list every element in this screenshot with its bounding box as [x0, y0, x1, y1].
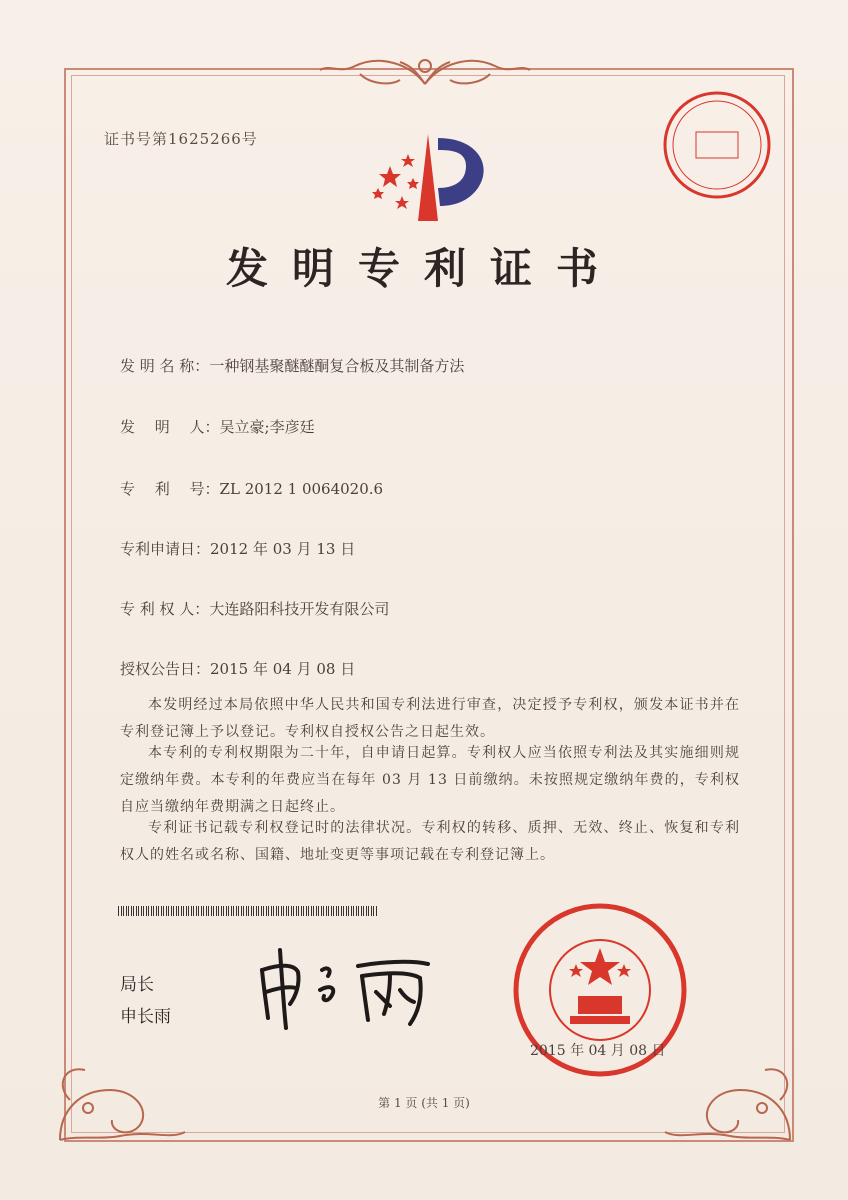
inventor-value: 吴立豪;李彦廷 [219, 418, 315, 436]
grant-date-row [120, 658, 355, 679]
certificate-number: 证书号第1625266号 [104, 130, 258, 148]
patent-number-row [120, 478, 383, 499]
director-signature-icon [250, 940, 440, 1030]
invention-name-row [120, 355, 464, 376]
patentee-label: 专 利 权 人： [120, 600, 210, 618]
patent-office-logo-icon [368, 126, 498, 226]
body-paragraph-3: 专利证书记载专利权登记时的法律状况。专利权的转移、质押、无效、终止、恢复和专利权人的姓名或名称、国籍、地址变更等事项记载在专利登记簿上。 [120, 820, 740, 863]
invention-name-value: 一种钢基聚醚醚酮复合板及其制备方法 [209, 357, 465, 375]
page-footer: 第 1 页 (共 1 页) [378, 1096, 470, 1110]
certificate-title: 发明专利证书 [225, 244, 622, 293]
inventor-label: 发 明 人： [120, 418, 220, 436]
patentee-value: 大连路阳科技开发有限公司 [209, 600, 390, 618]
tax-seal-icon [660, 88, 774, 202]
filing-date-label: 专利申请日： [120, 540, 211, 558]
director-title: 局长 [120, 975, 154, 995]
barcode [118, 906, 378, 916]
invention-name-label: 发 明 名 称： [120, 357, 210, 375]
body-paragraph-1: 本发明经过本局依照中华人民共和国专利法进行审查，决定授予专利权，颁发本证书并在专利登记簿上予以登记。专利权自授权公告之日起生效。 [120, 697, 740, 740]
patentee-row [120, 598, 389, 619]
top-ornament-icon [300, 44, 550, 94]
filing-date-value: 2012 年 03 月 13 日 [210, 540, 356, 558]
patent-number-label: 专 利 号： [120, 480, 220, 498]
inventor-row [120, 416, 315, 437]
patent-number-value: ZL 2012 1 0064020.6 [219, 480, 384, 498]
grant-date-value: 2015 年 04 月 08 日 [210, 660, 356, 678]
director-name: 申长雨 [120, 1007, 171, 1027]
seal-date: 2015 年 04 月 08 日 [530, 1043, 666, 1059]
filing-date-row [120, 538, 355, 559]
body-paragraph-2: 本专利的专利权期限为二十年，自申请日起算。专利权人应当依照专利法及其实施细则规定缴纳年费。本专利的年费应当在每年 03 月 13 日前缴纳。未按照规定缴纳年费的，专利权自应当缴纳年费期满之日起终止。 [120, 745, 740, 815]
grant-date-label: 授权公告日： [120, 660, 211, 678]
